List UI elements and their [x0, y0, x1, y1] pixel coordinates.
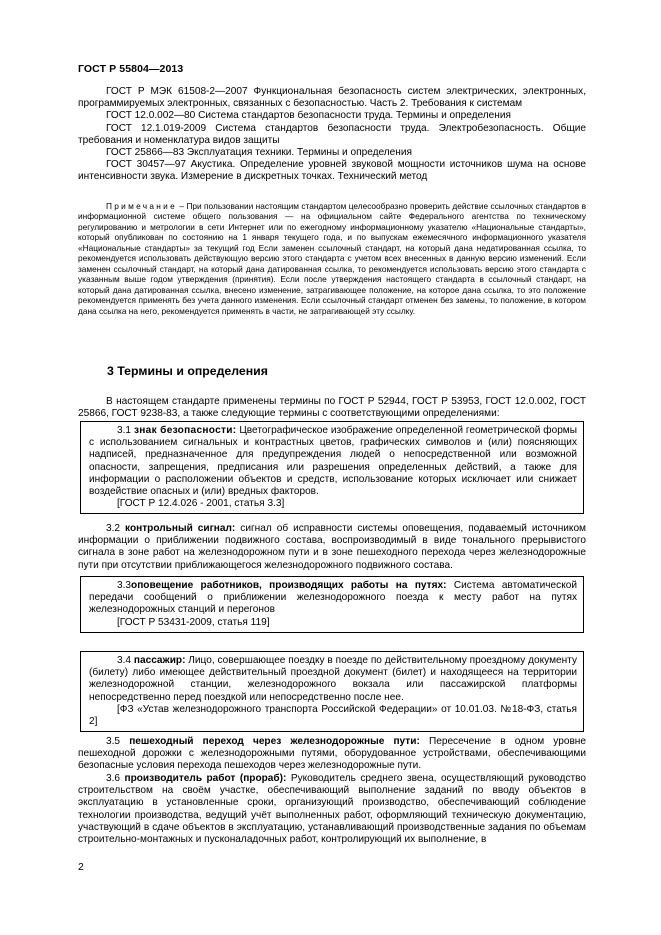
term-name: производитель работ (прораб): [124, 773, 287, 784]
term-definition: Лицо, совершающее поездку в поезде по действительному проездному документу (билету) либо имеющее действительный проездной документ (билет) и находящееся на территории железнодорожной станции, железнодорожного вокзала или пассажирской платформы непосредственно перед поездкой или непосредственно после нее. [89, 655, 577, 703]
section-title: 3 Термины и определения [107, 364, 268, 378]
normative-references-list [78, 86, 586, 184]
note-block [78, 201, 586, 316]
term-box-3-3 [80, 576, 584, 633]
section-intro [78, 396, 586, 420]
note-text: – При пользовании настоящим стандартом целесообразно проверить действие ссылочных стандартов в информационной системе общего пользования — на официальном сайте Федерального агентства по техническому регулированию и метрологии в сети Интернет или по ежегодному информационному указателю «Национальные стандарты», который опубликован по состоянию на 1 января текущего года, и по выпускам ежемесячного информационного указателя «Национальные стандарты» за текущий год Если заменен ссылочный стандарт, на который дана недатированная ссылка, то рекомендуется использовать действующую версию этого стандарта с учетом всех внесенных в данную версию изменений. Если заменен ссылочный стандарт, на который дана датированная ссылка, то рекомендуется использовать версию этого стандарта с указанным выше годом утверждения (принятия). Если после утверждения настоящего стандарта в ссылочный стандарт, на который дана датированная ссылка, внесено изменение, затрагивающее положение, на которое дана ссылка, то это положение рекомендуется применять без учета данного изменения. Если ссылочный стандарт отменен без замены, то положение, в котором дана ссылка на него, рекомендуется применять в части, не затрагивающей эту ссылку. [78, 201, 586, 316]
term-3-6 [78, 773, 586, 846]
term-definition: Цветографическое изображение определенной геометрической формы с использованием сигнальных и контрастных цветов, графических символов и (или) поясняющих надписей, предназначенное для предупреждения людей о непосредственной или возможной опасности, запрещения, предписания или разрешения определенных действий, а также для информации о расположении объектов и средств, использование которых исключает или снижает воздействие опасных и (или) вредных факторов. [89, 425, 577, 498]
term-definition: сигнал об исправности системы оповещения, подаваемый источником информации о приближении подвижного состава, воспроизводимый в виде тонального прерывистого сигнала в зоне работ на железнодорожном пути и в зоне пешеходного перехода через железнодорожные пути при отсутствии приближающегося железнодорожного подвижного состава. [78, 523, 586, 571]
term-number: 3.3 [117, 580, 132, 591]
term-source: [ГОСТ Р 53431-2009, статья 119] [117, 616, 270, 628]
term-3-5 [78, 736, 586, 773]
reference-item: ГОСТ 30457—97 Акустика. Определение уровней звуковой мощности источников шума на основе интенсивности звука. Измерение в дискретных точках. Технический метод [78, 159, 586, 183]
term-source: [ГОСТ Р 12.4.026 - 2001, статья 3.3] [117, 498, 285, 510]
term-definition: Руководитель среднего звена, осуществляющий руководство строительством на своём участке, обеспечивающий выполнение заданий по вводу объектов в эксплуатацию в установленные сроки, организующий производство, обеспечивающий соблюдение технологии производства, ведущий учёт выполненных работ, оформляющий техническую документацию, участвующий в сдаче объектов в эксплуатацию, устанавливающий производственные задания по объемам строительно-монтажных и пусконаладочных работ, контролирующий их выполнение, в [78, 773, 586, 846]
note-label: Примечание [106, 201, 178, 211]
term-name: контрольный сигнал: [125, 523, 236, 534]
reference-item: ГОСТ 12.0.002—80 Система стандартов безопасности труда. Термины и определения [106, 110, 511, 122]
page-number: 2 [78, 861, 84, 873]
term-number: 3.4 [117, 655, 134, 666]
term-source: [ФЗ «Устав железнодорожного транспорта Российской Федерации» от 10.01.03. №18-ФЗ, статья 2] [89, 703, 577, 728]
term-number: 3.1 [117, 425, 134, 436]
reference-item: ГОСТ 25866—83 Эксплуатация техники. Термины и определения [106, 147, 412, 159]
term-3-2 [78, 523, 586, 572]
term-number: 3.5 [106, 736, 130, 747]
term-name: пешеходный переход через железнодорожные пути: [129, 736, 420, 747]
term-name: оповещение работников, производящих работы на путях: [131, 580, 447, 591]
term-box-3-1 [80, 421, 584, 514]
term-box-3-4 [80, 651, 584, 732]
document-header: ГОСТ Р 55804—2013 [78, 63, 184, 75]
term-name: пассажир: [133, 655, 186, 666]
reference-item: ГОСТ 12.1.019-2009 Система стандартов безопасности труда. Электробезопасность. Общие требования и номенклатура видов защиты [78, 122, 586, 146]
term-name: знак безопасности: [133, 425, 237, 436]
reference-item: ГОСТ Р МЭК 61508-2—2007 Функциональная безопасность систем электрических, электронных, программируемых электронных, связанных с безопасностью. Часть 2. Требования к системам [78, 86, 586, 110]
term-number: 3.6 [106, 773, 125, 784]
term-definition: Система автоматической передачи сообщений о приближении железнодорожного поезда к месту работ на путях железнодорожных станций и перегонов [89, 580, 577, 616]
term-number: 3.2 [106, 523, 126, 534]
term-definition: Пересечение в одном уровне пешеходной дорожки с железнодорожными путями, оборудованное устройствами, обеспечивающими безопасные условия перехода пешеходов через железнодорожные пути. [78, 736, 586, 772]
section-intro-text: В настоящем стандарте применены термины по ГОСТ Р 52944, ГОСТ Р 53953, ГОСТ 12.0.002, ГОСТ 25866, ГОСТ 9238-83, а также следующие термины с соответствующими определениями: [78, 396, 586, 420]
